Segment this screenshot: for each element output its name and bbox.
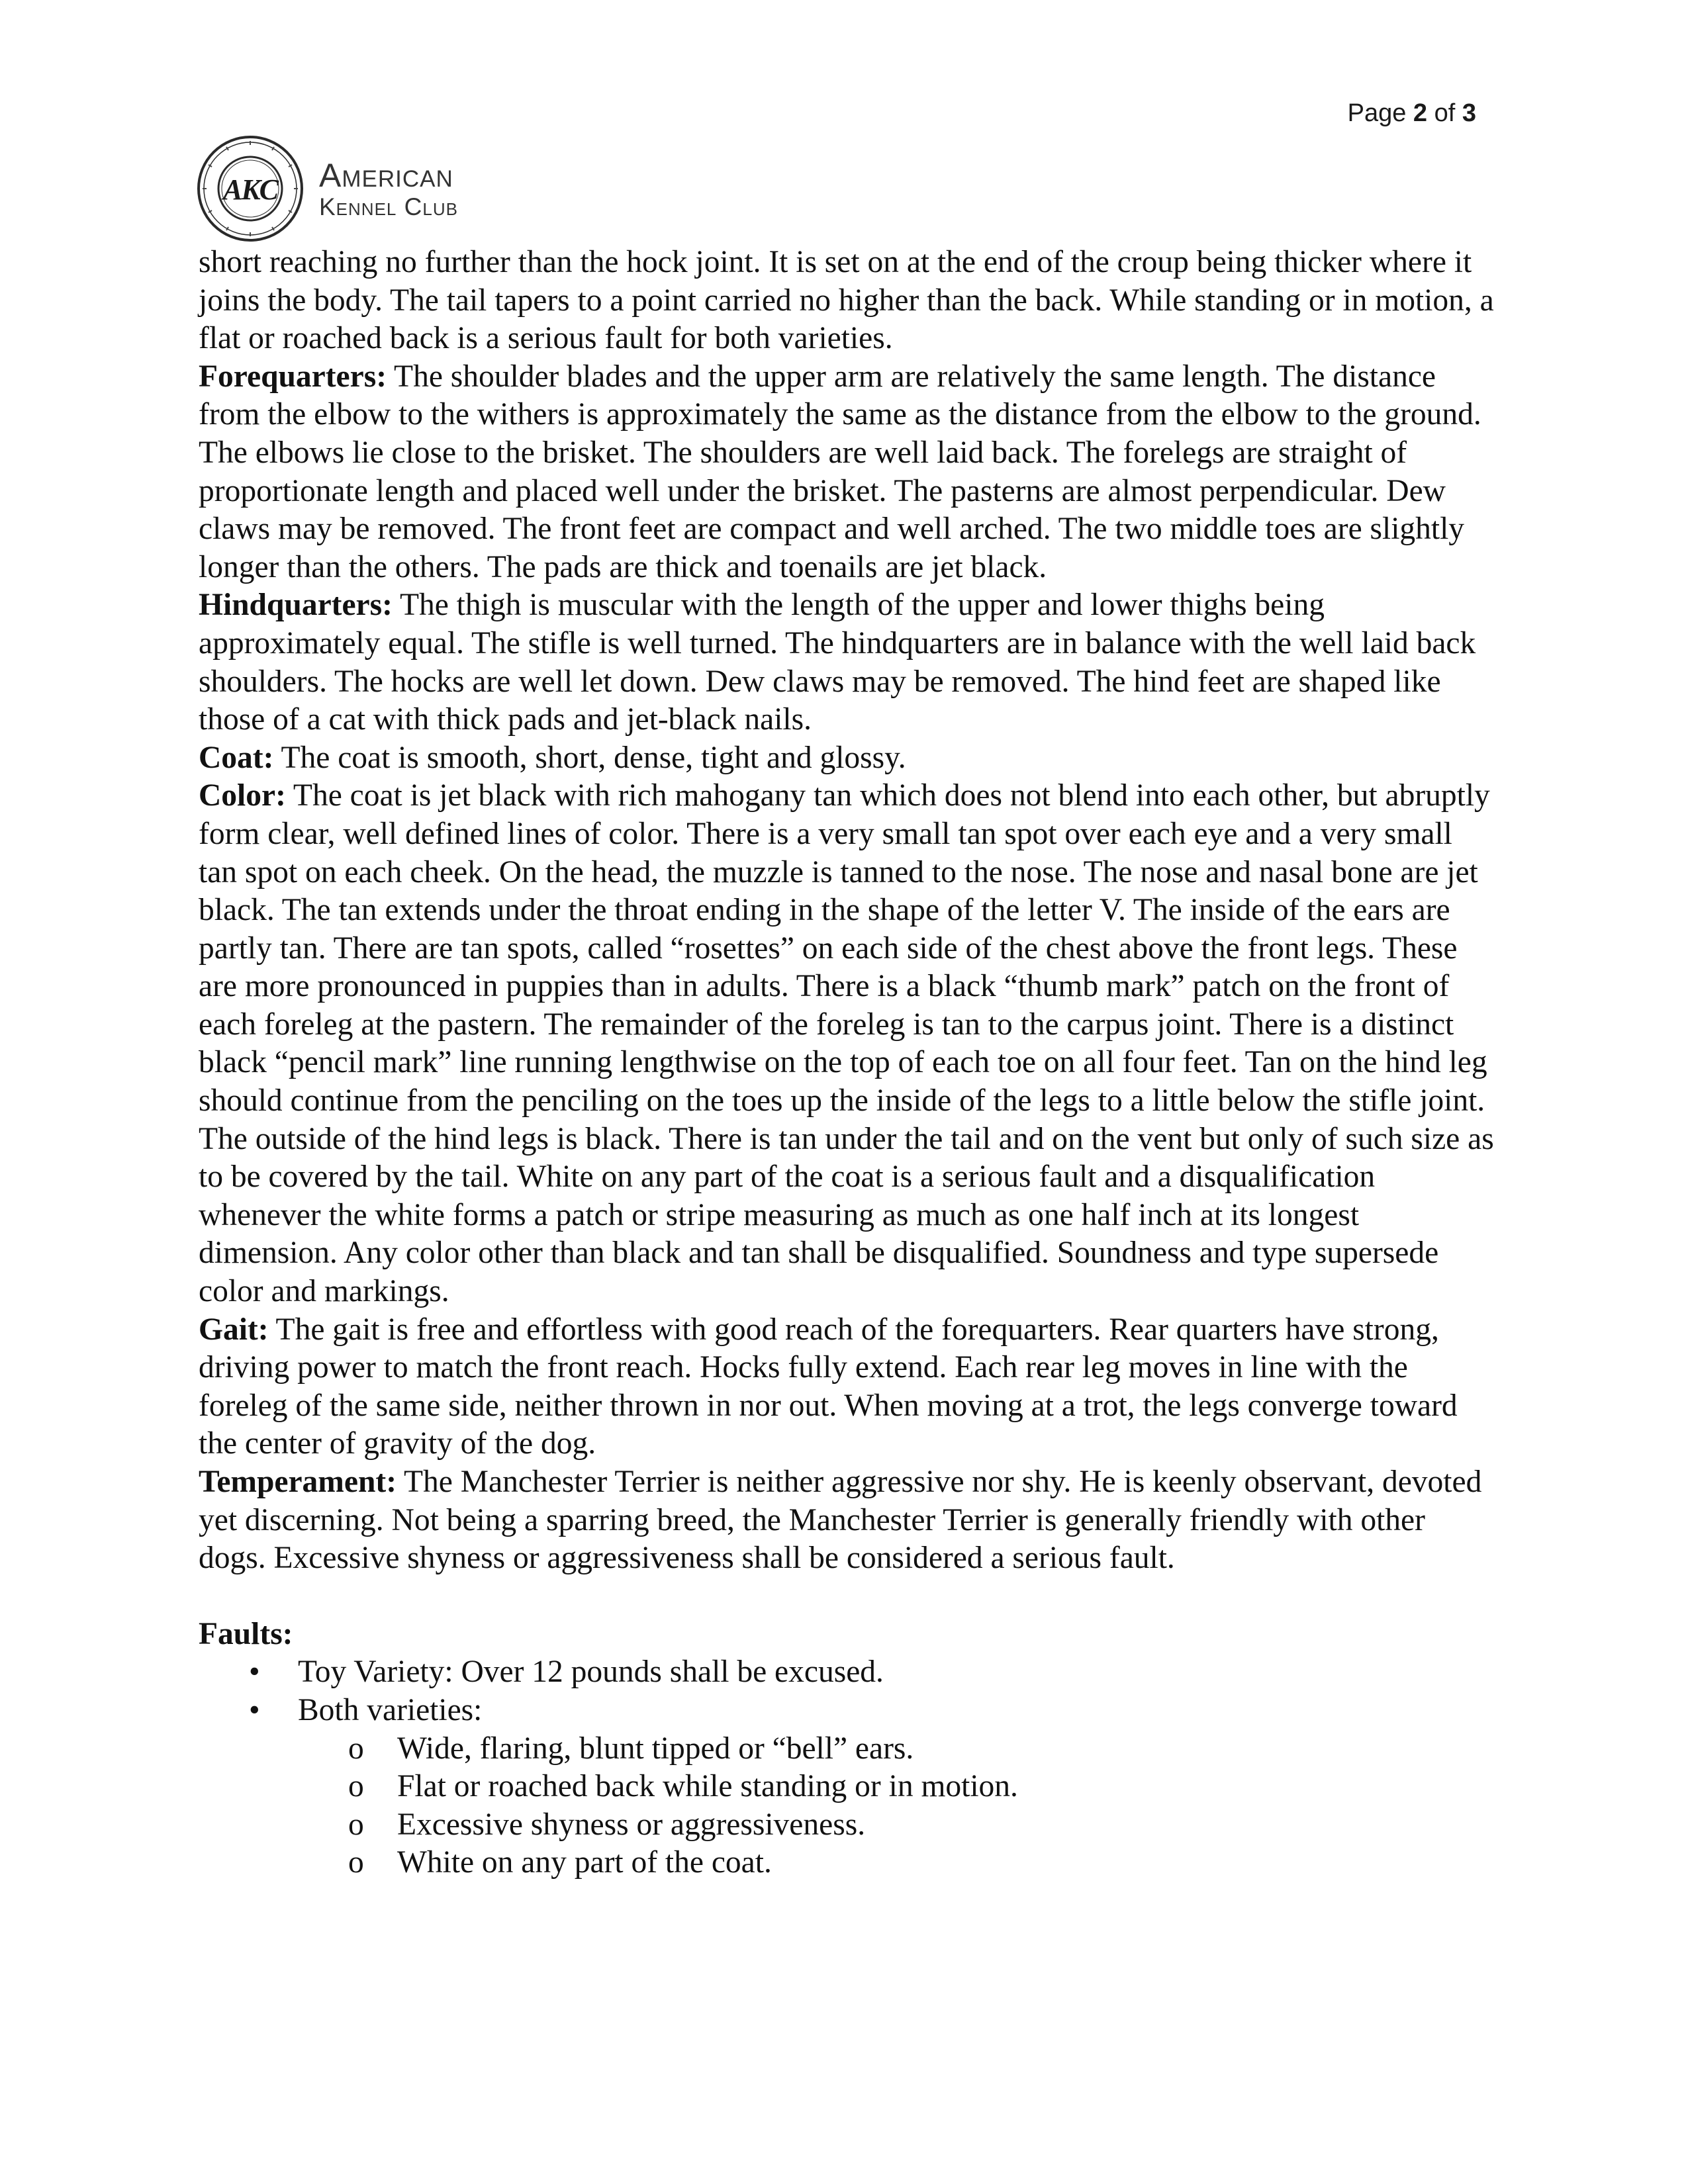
circle-bullet-icon: o bbox=[348, 1807, 364, 1842]
section-coat bbox=[199, 739, 1496, 778]
logo-line-2: Kennel Club bbox=[319, 193, 458, 220]
section-gait bbox=[199, 1311, 1496, 1463]
section-text: The coat is jet black with rich mahogany tan which does not blend into each other, but abruptly form clear, well defined lines of color. There is a very small tan spot over each eye and a very small tan spot on each cheek. On the head, the muzzle is tanned to the nose. The nose and nasal bone are jet black. The tan extends under the throat ending in the shape of the letter V. The inside of the ears are partly tan. There are tan spots, called “rosettes” on each side of the chest above the front legs. These are more pronounced in puppies than in adults. There is a black “thumb mark” patch on the front of each foreleg at the pastern. The remainder of the foreleg is tan to the carpus joint. There is a distinct black “pencil mark” line running lengthwise on the top of each toe on all four feet. Tan on the hind leg should continue from the penciling on the toes up the inside of the legs to a little below the stifle joint. The outside of the hind legs is black. There is tan under the tail and on the vent but only of such size as to be covered by the tail. White on any part of the coat is a serious fault and a disqualification whenever the white forms a patch or stripe measuring as much as one half inch at its longest dimension. Any color other than black and tan shall be disqualified. Soundness and type supersede color and markings. bbox=[199, 778, 1494, 1309]
section-forequarters bbox=[199, 358, 1496, 587]
list-item bbox=[199, 1730, 1496, 1768]
section-text: The Manchester Terrier is neither aggressive nor shy. He is keenly observant, devoted yet discerning. Not being a sparring breed, the Manchester Terrier is generally friendly with other dogs. Excessive shyness or aggressiveness shall be considered a serious fault. bbox=[199, 1465, 1482, 1576]
list-item bbox=[199, 1692, 1496, 1730]
akc-logo bbox=[196, 132, 458, 245]
bullet-icon: • bbox=[249, 1692, 260, 1727]
page-number bbox=[1348, 99, 1476, 128]
section-label: Temperament: bbox=[199, 1465, 397, 1499]
page-prefix: Page bbox=[1347, 99, 1413, 127]
seal-text: AKC bbox=[222, 173, 278, 206]
circle-bullet-icon: o bbox=[348, 1845, 364, 1880]
fault-subitem-text: Excessive shyness or aggressiveness. bbox=[397, 1807, 866, 1842]
list-item bbox=[199, 1768, 1496, 1806]
page-mid: of bbox=[1427, 99, 1462, 127]
logo-wordmark bbox=[319, 156, 458, 220]
intro-paragraph: short reaching no further than the hock joint. It is set on at the end of the croup being thicker where it joins the body. The tail tapers to a point carried no higher than the back. While standing or in motion, a flat or roached back is a serious fault for both varieties. bbox=[199, 245, 1494, 356]
faults-list bbox=[199, 1653, 1496, 1729]
akc-seal-icon bbox=[196, 134, 305, 243]
breed-standard-text bbox=[199, 244, 1496, 1882]
faults-sublist bbox=[199, 1730, 1496, 1882]
fault-item-text: Both varieties: bbox=[298, 1692, 483, 1727]
fault-subitem-text: White on any part of the coat. bbox=[397, 1845, 772, 1880]
section-text: The coat is smooth, short, dense, tight and glossy. bbox=[273, 740, 906, 775]
page-current: 2 bbox=[1413, 99, 1428, 127]
section-label: Gait: bbox=[199, 1312, 269, 1347]
fault-item-text: Toy Variety: Over 12 pounds shall be excused. bbox=[298, 1655, 884, 1690]
circle-bullet-icon: o bbox=[348, 1769, 364, 1804]
fault-subitem-text: Wide, flaring, blunt tipped or “bell” ears. bbox=[397, 1731, 914, 1766]
section-text: The shoulder blades and the upper arm are relatively the same length. The distance from the elbow to the withers is approximately the same as the distance from the elbow to the ground. The elbows lie close to the brisket. The shoulders are well laid back. The forelegs are straight of proportionate length and placed well under the brisket. The pasterns are almost perpendicular. Dew claws may be removed. The front feet are compact and well arched. The two middle toes are slightly longer than the others. The pads are thick and toenails are jet black. bbox=[199, 359, 1481, 584]
list-item bbox=[199, 1806, 1496, 1844]
section-color bbox=[199, 777, 1496, 1310]
section-text: The gait is free and effortless with good reach of the forequarters. Rear quarters have strong, driving power to match the front reach. Hocks fully extend. Each rear leg moves in line with the foreleg of the same side, neither thrown in nor out. When moving at a trot, the legs converge toward the center of gravity of the dog. bbox=[199, 1312, 1458, 1461]
section-text: The thigh is muscular with the length of the upper and lower thighs being approximately equal. The stifle is well turned. The hindquarters are in balance with the well laid back shoulders. The hocks are well let down. Dew claws may be removed. The hind feet are shaped like those of a cat with thick pads and jet-black nails. bbox=[199, 588, 1476, 737]
fault-subitem-text: Flat or roached back while standing or in motion. bbox=[397, 1769, 1018, 1804]
section-label: Coat: bbox=[199, 740, 274, 775]
page-total: 3 bbox=[1462, 99, 1476, 127]
section-label: Color: bbox=[199, 778, 286, 813]
bullet-icon: • bbox=[249, 1655, 260, 1690]
logo-line-1: American bbox=[319, 156, 453, 194]
section-label: Forequarters: bbox=[199, 359, 387, 394]
faults-heading: Faults: bbox=[199, 1616, 293, 1651]
list-item bbox=[199, 1844, 1496, 1882]
section-temperament bbox=[199, 1463, 1496, 1578]
section-hindquarters bbox=[199, 586, 1496, 739]
list-item bbox=[199, 1653, 1496, 1692]
section-label: Hindquarters: bbox=[199, 588, 393, 623]
circle-bullet-icon: o bbox=[348, 1731, 364, 1766]
